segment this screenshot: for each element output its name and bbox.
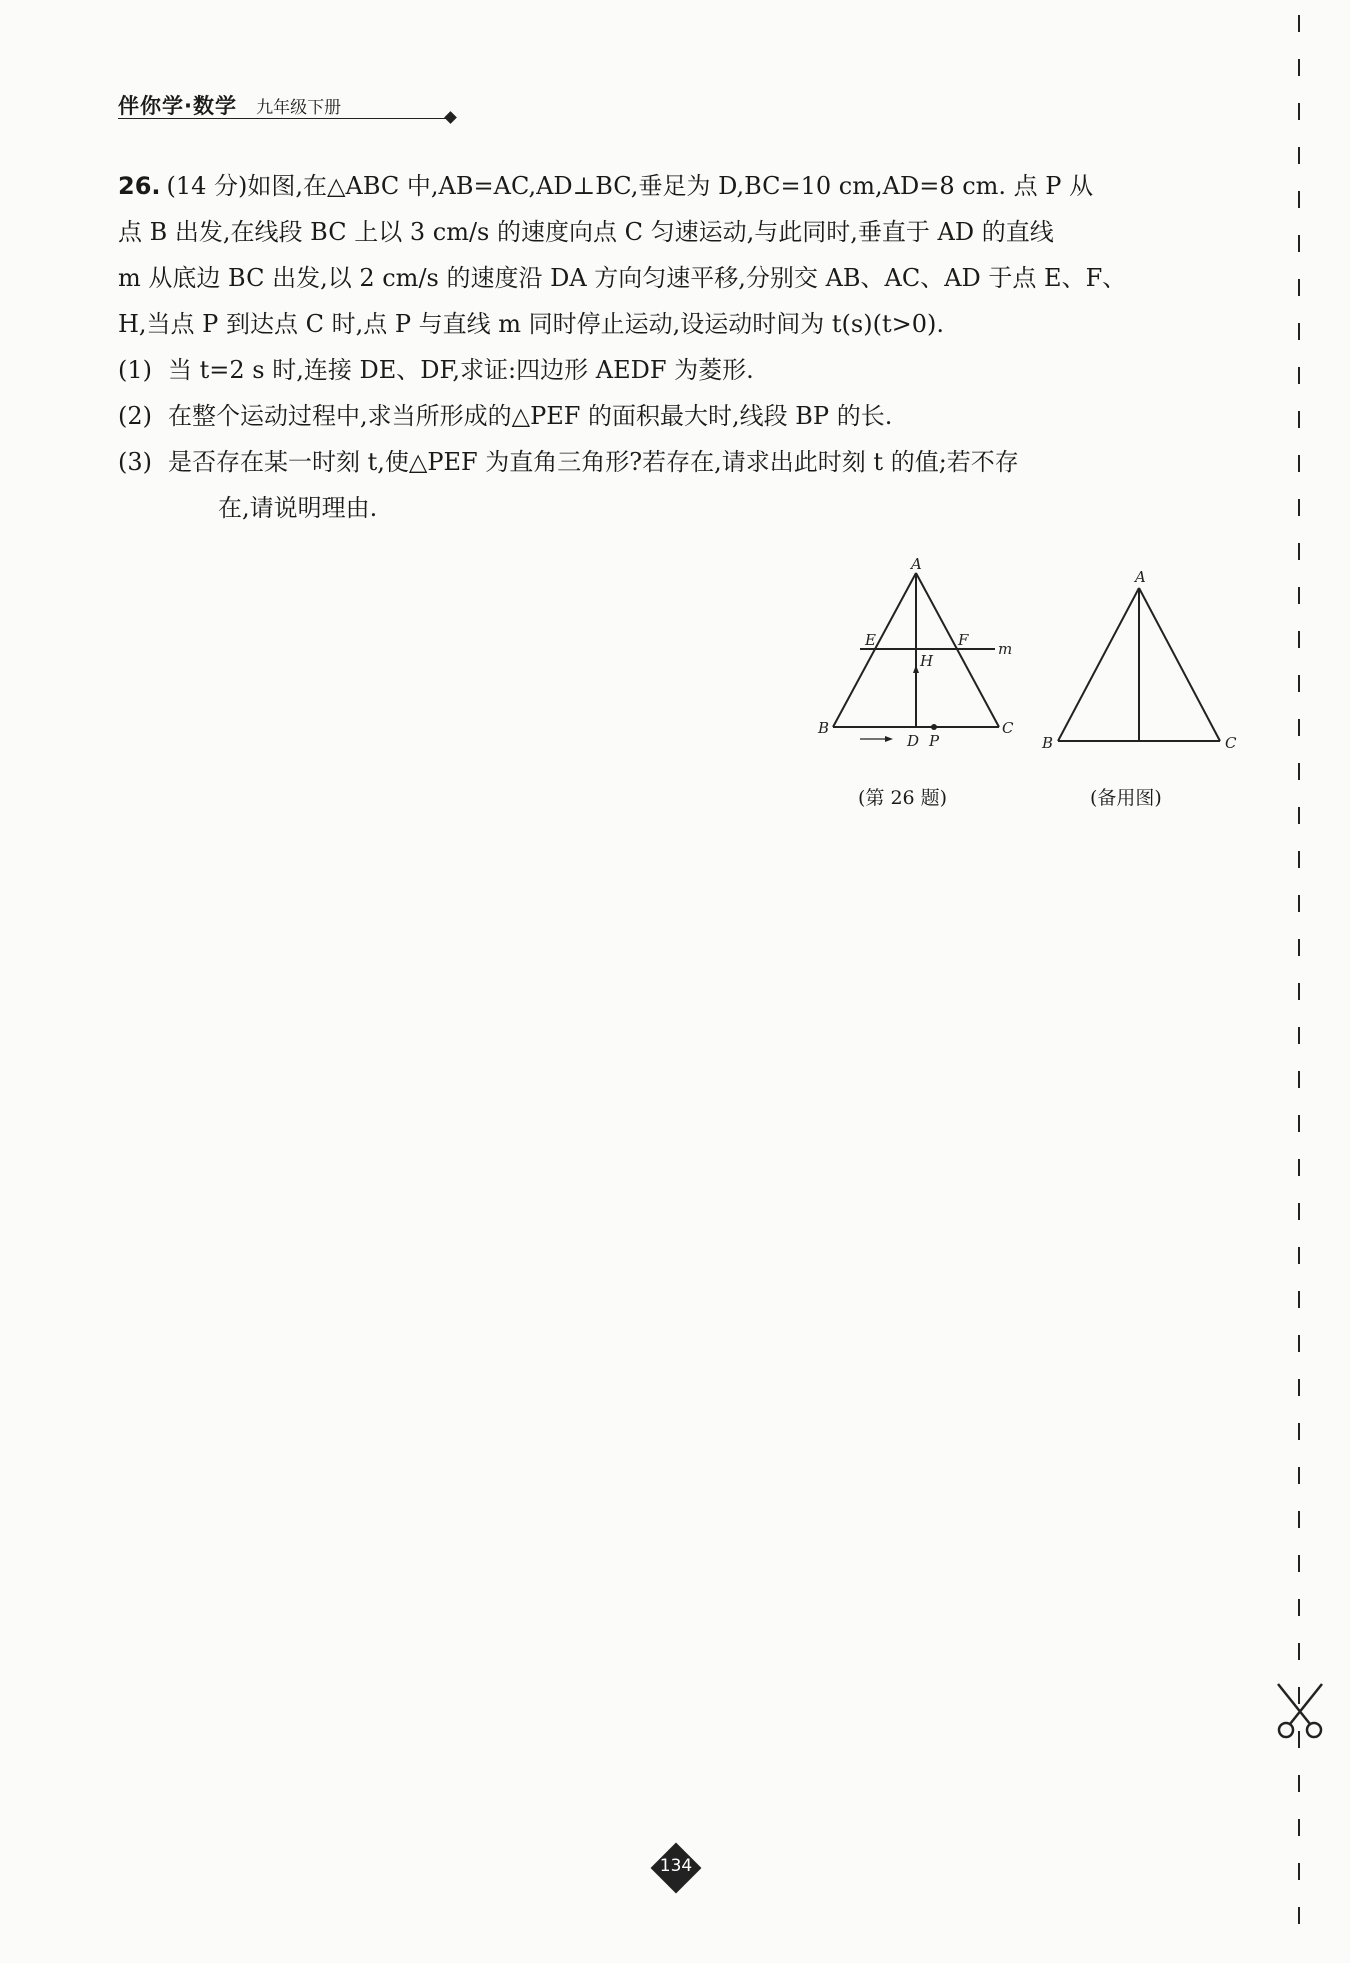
header-rule — [118, 118, 450, 119]
question-label: (2) — [118, 402, 152, 430]
scissors-icon — [1272, 1680, 1328, 1740]
label-c: C — [1002, 719, 1014, 737]
problem-line: 点 B 出发,在线段 BC 上以 3 cm/s 的速度向点 C 匀速运动,与此同时,垂直于 AD 的直线 — [118, 218, 1054, 246]
page-header — [118, 90, 458, 120]
label-b: B — [1042, 734, 1054, 752]
label-c: C — [1225, 734, 1237, 752]
problem-line: m 从底边 BC 出发,以 2 cm/s 的速度沿 DA 方向匀速平移,分别交 AB、AC、AD 于点 E、F、 — [118, 264, 1127, 292]
label-d: D — [907, 732, 920, 750]
problem-number: 26. — [118, 172, 161, 200]
book-brand: 伴你学·数学 — [118, 94, 237, 118]
label-p: P — [929, 732, 940, 750]
label-a: A — [1135, 570, 1146, 586]
sub-question-3: (3) 是否存在某一时刻 t,使△PEF 为直角三角形?若存在,请求出此时刻 t 的值;若不存 — [118, 439, 1248, 485]
header-diamond-icon — [444, 111, 457, 124]
cut-line — [1297, 15, 1301, 1945]
sub-question-2: (2) 在整个运动过程中,求当所形成的△PEF 的面积最大时,线段 BP 的长. — [118, 393, 1248, 439]
sub-question-1: (1) 当 t=2 s 时,连接 DE、DF,求证:四边形 AEDF 为菱形. — [118, 347, 1248, 393]
label-e: E — [865, 631, 876, 649]
figure-spare-caption: (备用图) — [1090, 787, 1162, 809]
label-m: m — [998, 640, 1013, 658]
page-number: 134 — [659, 1856, 693, 1876]
figure-spare — [1035, 570, 1245, 760]
label-b: B — [818, 719, 830, 737]
question-label: (1) — [118, 356, 152, 384]
question-label: (3) — [118, 448, 152, 476]
book-subtitle: 九年级下册 — [256, 98, 342, 118]
label-f: F — [958, 631, 969, 649]
label-h: H — [920, 652, 934, 670]
label-a: A — [911, 555, 922, 573]
sub-question-3-continuation: 在,请说明理由. — [218, 494, 378, 522]
page-number-badge — [650, 1842, 702, 1894]
figure-main — [815, 555, 1015, 755]
problem-26 — [118, 163, 1248, 531]
figure-main-caption: (第 26 题) — [858, 787, 948, 809]
problem-line: H,当点 P 到达点 C 时,点 P 与直线 m 同时停止运动,设运动时间为 t(s)(t>0). — [118, 310, 944, 338]
problem-line: 26. (14 分)如图,在△ABC 中,AB=AC,AD⊥BC,垂足为 D,BC=10 cm,AD=8 cm. 点 P 从 — [118, 172, 1094, 200]
